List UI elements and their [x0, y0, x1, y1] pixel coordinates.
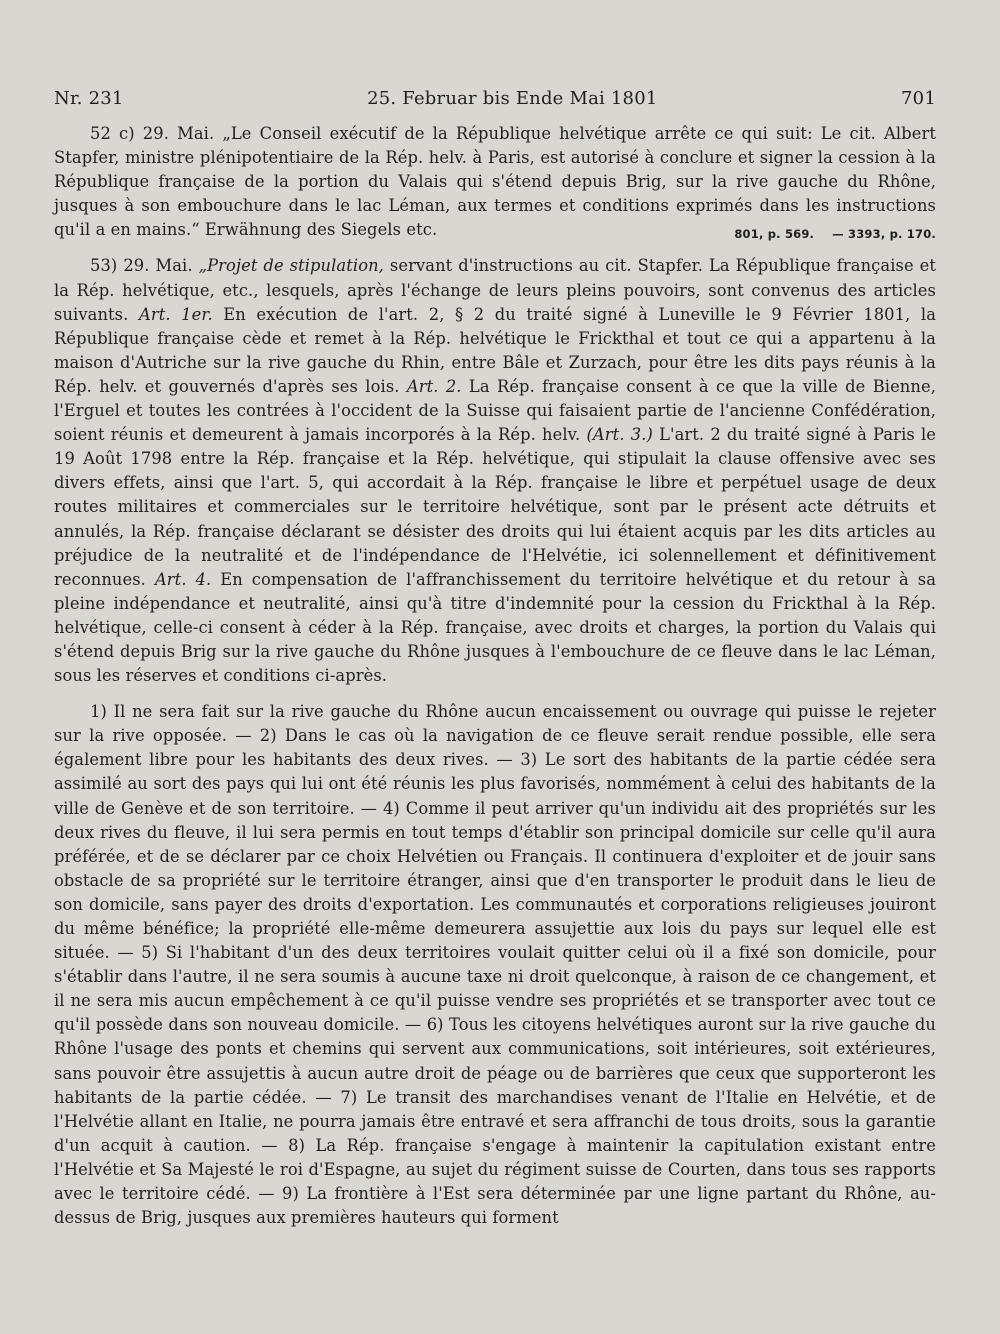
archive-reference-right: — 3393, p. 170. [832, 227, 936, 242]
document-number: Nr. 231 [54, 88, 124, 109]
entry-number: 53) [90, 256, 118, 276]
entry-text-1: servant d'instructions au cit. Stapfer. La République française et la Rép. helvétique, etc., lesquels, après l'échange de leurs pleins pouvoirs, sont convenus des articles suivants. [54, 256, 937, 324]
document-body [54, 122, 936, 1230]
entry-text-3: La Rép. française consent à ce que la ville de Bienne, l'Erguel et toutes les contrées à l'occident de la Suisse qui faisaient partie de l'ancienne Confédération, soient réunis et demeurent à jamais incorporés à la Rép. helv. [54, 376, 936, 445]
article-3-label: (Art. 3.) [586, 425, 653, 445]
entry-date: 29. Mai. [123, 256, 193, 276]
entry-text-2: En exécution de l'art. 2, § 2 du traité signé à Luneville le 9 Février 1801, la République française cède et remet à la Rép. helvétique le Frickthal et tout ce qui a appartenu à la maison d'Autriche sur la rive gauche du Rhin, entre Bâle et Zurzach, pour être les dits pays réunis à la Rép. helv. et gouvernés d'après ses lois. [54, 304, 936, 396]
entry-text-4: L'art. 2 du traité signé à Paris le 19 Août 1798 entre la Rép. française et la Rép. helvétique, qui stipulait la clause offensive avec ses divers effets, ainsi que l'art. 5, qui accordait à la Rép. française le libre et perpétuel usage de deux routes militaires et commerciales sur le territoire helvétique, sont par le présent acte détruits et annulés, la Rép. française déclarant se désister des droits qui lui étaient acquis par les dits articles au préjudice de la neutralité et de l'indépendance de l'Helvétie, ici solennellement et définitivement reconnues. [54, 425, 937, 589]
entry-text: „Le Conseil exécutif de la République helvétique arrête ce qui suit: Le cit. Albert Stapfer, ministre plénipotentiaire de la Rép. helv. à Paris, est autorisé à conclure et signer la cession à la République française de la portion du Valais qui s'étend depuis Brig, sur la rive gauche du Rhône, jusques à son embouchure dans le lac Léman, aux termes et conditions exprimés dans les instructions qu'il a en mains.“ Erwähnung des Siegels etc. [54, 124, 936, 240]
conditions-paragraph: 1) Il ne sera fait sur la rive gauche du Rhône aucun encaissement ou ouvrage qui puisse le rejeter sur la rive opposée. — 2) Dans le cas où la navigation de ce fleuve serait rendue possible, elle sera également libre pour les habitants des deux rives. — 3) Le sort des habitants de la partie cédée sera assimilé au sort des pays qui lui ont été réunis les plus favorisés, nommément à celui des habitants de la ville de Genève et de son territoire. — 4) Comme il peut arriver qu'un individu ait des propriétés sur les deux rives du fleuve, il lui sera permis en tout temps d'établir son principal domicile sur celle qu'il aura préférée, et de se déclarer par ce choix Helvétien ou Français. Il continuera d'exploiter et de jouir sans obstacle de sa propriété sur le territoire étranger, ainsi que d'en transporter le produit dans le lieu de son domicile, sans payer des droits d'exportation. Les communautés et corporations religieuses jouiront du même bénéfice; la propriété elle-même demeurera assujettie aux lois du pays sur lequel elle est située. — 5) Si l'habitant d'un des deux territoires voulait quitter celui où il a fixé son domicile, pour s'établir dans l'autre, il ne sera soumis à aucune taxe ni droit quelconque, à raison de ce changement, et il ne sera mis aucun empêchement à ce qu'il puisse vendre ses propriétés et se transporter avec tout ce qu'il possède dans son nouveau domicile. — 6) Tous les citoyens helvétiques auront sur la rive gauche du Rhône l'usage des ponts et chemins qui servent aux communications, soit intérieures, soit extérieures, sans pouvoir être assujettis à aucun autre droit de péage ou de barrières que ceux que supporteront les habitants de la partie cédée. — 7) Le transit des marchandises venant de l'Italie en Helvétie, et de l'Helvétie allant en Italie, ne pourra jamais être entravé et sera affranchi de tous droits, sous la garantie d'un acquit à caution. — 8) La Rép. française s'engage à maintenir la capitulation existant entre l'Helvétie et Sa Majesté le roi d'Espagne, au sujet du régiment suisse de Courten, dans tous ses rapports avec le territoire cédé. — 9) La frontière à l'Est sera déterminée par une ligne partant du Rhône, au-dessus de Brig, jusques aux premières hauteurs qui forment [54, 702, 936, 1228]
entry-date: 29. Mai. [142, 124, 215, 143]
archive-reference-left: 801, p. 569. [734, 227, 815, 242]
page-header [54, 88, 936, 109]
entry-number: 52 c) [90, 124, 135, 143]
entry-title: „Projet de stipulation, [198, 256, 384, 276]
archive-reference [698, 222, 936, 246]
article-4-label: Art. 4. [154, 569, 212, 589]
page-number: 701 [901, 88, 936, 109]
article-1-label: Art. 1er. [138, 304, 213, 324]
article-2-label: Art. 2. [406, 376, 462, 396]
entry-text-5: En compensation de l'affranchissement du territoire helvétique et du retour à sa pleine indépendance et neutralité, ainsi qu'à titre d'indemnité pour la cession du Frickthal à la Rép. helvétique, celle-ci consent à céder à la Rép. française, avec droits et charges, la portion du Valais qui s'étend depuis Brig sur la rive gauche du Rhône jusques à l'embouchure de ce fleuve dans le lac Léman, sous les réserves et conditions ci-après. [54, 569, 936, 686]
date-range-heading: 25. Februar bis Ende Mai 1801 [367, 88, 658, 109]
entry-53 [54, 254, 936, 688]
entry-52c [54, 122, 936, 242]
